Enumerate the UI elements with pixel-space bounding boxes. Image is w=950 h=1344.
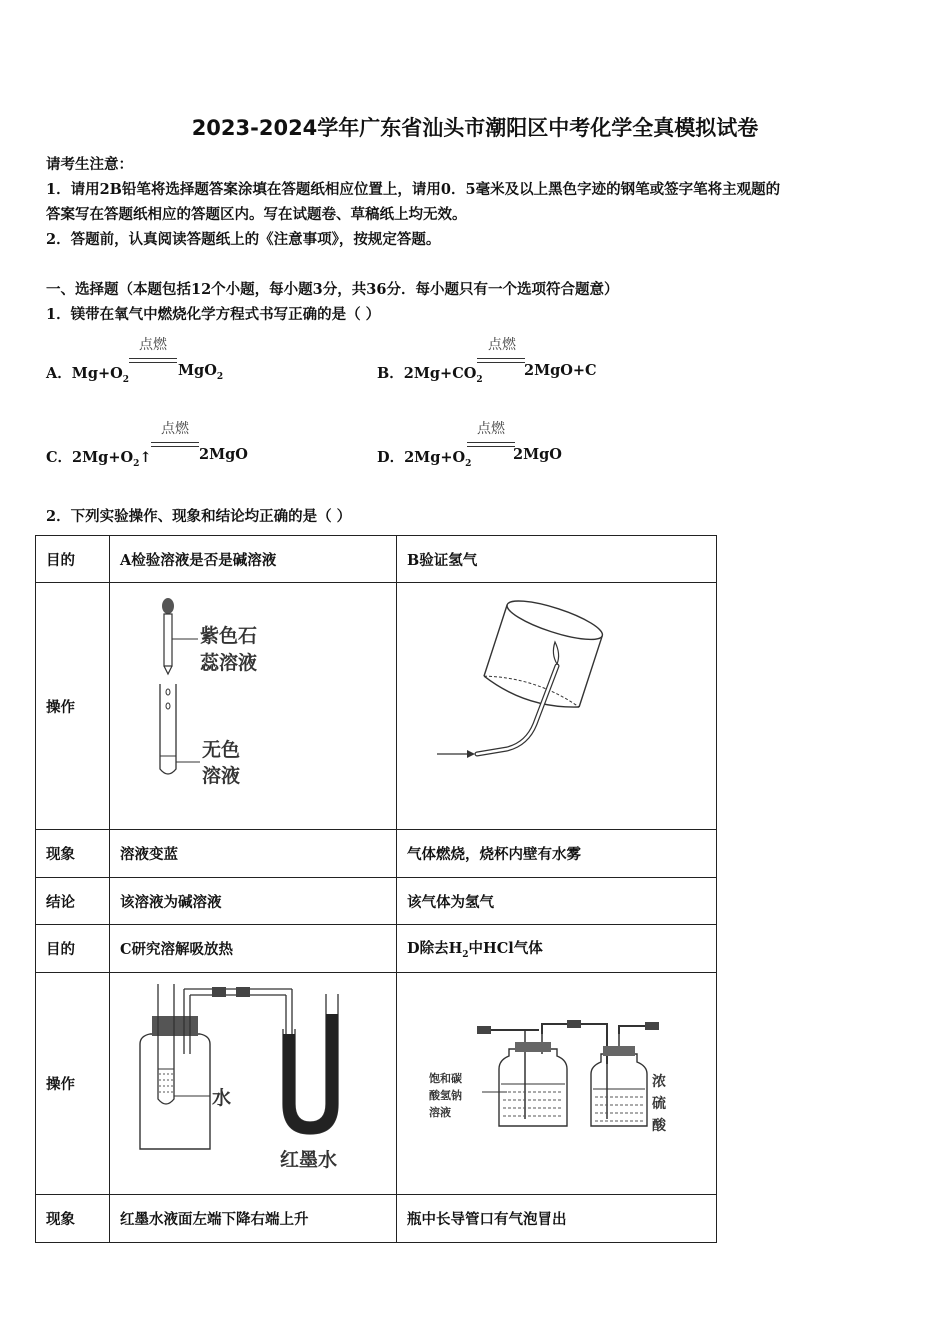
option-a-conclusion: 该溶液为碱溶液 xyxy=(110,878,397,925)
option-label: A． xyxy=(46,365,72,382)
option-label: D． xyxy=(377,449,405,466)
option-d-purpose xyxy=(397,925,717,973)
row-label: 现象 xyxy=(36,1195,110,1243)
dropper-bulb xyxy=(162,598,174,614)
q1-option-d-product: 2MgO xyxy=(513,446,562,463)
product: MgO xyxy=(178,362,217,379)
table-row xyxy=(36,878,717,925)
option-c-purpose: C研究溶解吸放热 xyxy=(110,925,397,973)
subscript: 2 xyxy=(122,374,130,385)
notice-heading: 请考生注意： xyxy=(46,156,133,173)
q1-option-a[interactable] xyxy=(46,362,129,385)
row-label: 结论 xyxy=(36,878,110,925)
table-row xyxy=(36,1195,717,1243)
equation-bar xyxy=(129,358,177,359)
table-row xyxy=(36,583,717,830)
option-b-purpose: B验证氢气 xyxy=(397,536,717,583)
equation-bar xyxy=(477,358,525,359)
reaction-condition: 点燃 xyxy=(488,337,516,353)
reaction-condition: 点燃 xyxy=(477,421,505,437)
q1-option-d[interactable] xyxy=(377,446,471,469)
q1-option-a-product xyxy=(178,362,223,382)
reactants: Mg+O xyxy=(71,365,123,382)
dropper-test-tube-figure xyxy=(120,584,400,824)
bottle2-label-3: 酸 xyxy=(652,1118,666,1134)
dropper-label-1: 紫色石 xyxy=(200,625,258,647)
option-b-phenomenon: 气体燃烧，烧杯内壁有水雾 xyxy=(397,830,717,878)
table-row xyxy=(36,973,717,1195)
equation-bar xyxy=(151,446,199,447)
notice-item1-line2: 答案写在答题纸相应的答题区内。写在试题卷、草稿纸上均无效。 xyxy=(46,206,467,223)
q2-table xyxy=(35,535,717,1243)
row-label: 现象 xyxy=(36,830,110,878)
option-label: C． xyxy=(46,449,73,466)
bottle xyxy=(140,1034,210,1149)
option-a-phenomenon: 溶液变蓝 xyxy=(110,830,397,878)
option-label: B． xyxy=(377,365,404,382)
table-row xyxy=(36,536,717,583)
table-row xyxy=(36,925,717,973)
equation-bar xyxy=(477,362,525,363)
subscript: 2 xyxy=(465,458,472,469)
option-d-phenomenon: 瓶中长导管口有气泡冒出 xyxy=(397,1195,717,1243)
table-row xyxy=(36,830,717,878)
q1-option-c[interactable] xyxy=(46,446,152,469)
figure-b-cell xyxy=(397,583,717,830)
tube-label-1: 无色 xyxy=(202,739,241,761)
red-ink-liquid xyxy=(283,1014,338,1134)
row-label: 操作 xyxy=(36,973,110,1195)
test-tube xyxy=(160,684,176,774)
q1-option-c-product: 2MgO xyxy=(199,446,248,463)
arrow-right-icon xyxy=(467,750,475,758)
d-purpose-text: 中HCl气体 xyxy=(468,940,543,958)
option-b-conclusion: 该气体为氢气 xyxy=(397,878,717,925)
bottle1-label-3: 溶液 xyxy=(429,1106,451,1119)
q1-option-b-product: 2MgO+C xyxy=(524,362,597,379)
bottle2-label-1: 浓 xyxy=(652,1074,666,1090)
equation-bar xyxy=(467,446,515,447)
water-label: 水 xyxy=(212,1087,232,1109)
reaction-condition: 点燃 xyxy=(139,337,167,353)
row-label: 操作 xyxy=(36,583,110,830)
dropper-tube xyxy=(164,614,172,666)
dropper-label-2: 蕊溶液 xyxy=(200,652,258,674)
figure-c-cell xyxy=(110,973,397,1195)
u-tube-apparatus-figure xyxy=(120,974,400,1189)
washing-bottle-1 xyxy=(499,1049,567,1126)
gas-washing-bottles-figure xyxy=(407,974,717,1189)
q1-option-b[interactable] xyxy=(377,362,483,385)
reactants: 2Mg+CO xyxy=(403,365,477,382)
d-purpose-text: D除去H xyxy=(407,940,463,958)
gas-arrow: ↑ xyxy=(139,449,152,466)
tube-label-2: 溶液 xyxy=(202,765,241,787)
equation-bar xyxy=(151,442,199,443)
bottle2-label-2: 硫 xyxy=(652,1096,666,1112)
flame-icon xyxy=(553,642,558,664)
subscript: 2 xyxy=(216,371,224,382)
equation-bar xyxy=(467,442,515,443)
q1-stem: 1．镁带在氧气中燃烧化学方程式书写正确的是（ ） xyxy=(46,306,381,323)
beaker-flame-figure xyxy=(407,584,717,824)
washing-bottle-2 xyxy=(591,1054,647,1126)
ink-label: 红墨水 xyxy=(280,1149,338,1171)
figure-a-cell xyxy=(110,583,397,830)
bottle1-label-1: 饱和碳 xyxy=(429,1072,462,1085)
option-c-phenomenon: 红墨水液面左端下降右端上升 xyxy=(110,1195,397,1243)
figure-d-cell xyxy=(397,973,717,1195)
subscript: 2 xyxy=(462,949,469,960)
notice-item1-line1: 1．请用2B铅笔将选择题答案涂填在答题纸相应位置上，请用0．5毫米及以上黑色字迹的钢笔或签字笔将主观题的 xyxy=(46,181,781,198)
row-label: 目的 xyxy=(36,536,110,583)
reactants: 2Mg+O xyxy=(72,449,134,466)
stopper xyxy=(152,1016,198,1036)
notice-item2: 2．答题前，认真阅读答题纸上的《注意事项》，按规定答题。 xyxy=(46,231,441,248)
subscript: 2 xyxy=(133,458,140,469)
reaction-condition: 点燃 xyxy=(161,421,189,437)
option-a-purpose: A检验溶液是否是碱溶液 xyxy=(110,536,397,583)
q2-stem: 2．下列实验操作、现象和结论均正确的是（ ） xyxy=(46,508,352,525)
subscript: 2 xyxy=(476,374,483,385)
section-heading: 一、选择题（本题包括12个小题，每小题3分，共36分．每小题只有一个选项符合题意） xyxy=(46,281,619,298)
reactants: 2Mg+O xyxy=(404,449,466,466)
row-label: 目的 xyxy=(36,925,110,973)
equation-bar xyxy=(129,362,177,363)
page-title: 2023-2024学年广东省汕头市潮阳区中考化学全真模拟试卷 xyxy=(191,116,759,140)
bottle1-label-2: 酸氢钠 xyxy=(429,1089,462,1102)
